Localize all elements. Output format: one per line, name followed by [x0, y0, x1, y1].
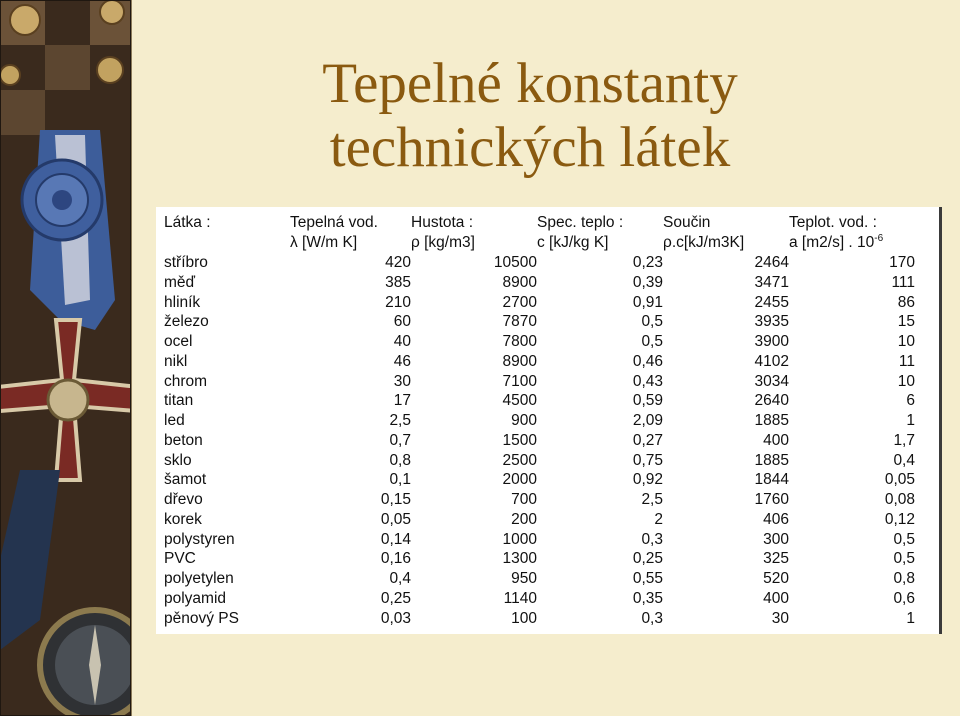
- cell-conductivity: 17: [393, 392, 411, 410]
- cell-diffusivity: 11: [898, 352, 915, 370]
- cell-conductivity: 0,14: [380, 530, 411, 548]
- cell-conductivity: 0,7: [389, 431, 411, 449]
- cell-density: 100: [511, 609, 537, 627]
- medal-and-compass-image: [0, 0, 132, 716]
- header-unit-specific-heat: c [kJ/kg K]: [537, 234, 609, 251]
- cell-density: 7800: [502, 333, 537, 350]
- cell-specific-heat: 0,46: [632, 352, 663, 370]
- table-row: [164, 569, 915, 589]
- table-row: [164, 293, 915, 313]
- cell-diffusivity: 6: [906, 392, 915, 410]
- cell-specific-heat: 0,5: [641, 333, 663, 350]
- cell-product: 3900: [754, 333, 789, 350]
- table-row: [164, 253, 915, 273]
- cell-diffusivity: 111: [891, 273, 915, 291]
- cell-specific-heat: 0,55: [632, 570, 663, 587]
- cell-density: 700: [511, 491, 537, 508]
- header-substance: Látka :: [164, 214, 211, 231]
- table-row: [164, 372, 915, 392]
- table-row: [164, 510, 915, 530]
- cell-product: 400: [763, 589, 789, 607]
- cell-conductivity: 30: [393, 372, 411, 390]
- cell-density: 1140: [503, 589, 537, 607]
- header-density: Hustota :: [411, 214, 474, 231]
- cell-product: 400: [763, 431, 789, 449]
- cell-substance: polystyren: [164, 530, 235, 548]
- cell-substance: pěnový PS: [164, 609, 239, 627]
- cell-conductivity: 0,05: [380, 510, 411, 528]
- cell-density: 2000: [502, 471, 537, 489]
- cell-substance: dřevo: [164, 491, 203, 508]
- cell-diffusivity: 0,4: [893, 451, 915, 469]
- cell-density: 4500: [502, 392, 537, 410]
- cell-product: 2640: [754, 392, 789, 410]
- cell-diffusivity: 10: [897, 372, 915, 390]
- table-row: [164, 470, 915, 490]
- cell-product: 3935: [754, 313, 789, 331]
- cell-specific-heat: 2,09: [632, 412, 663, 429]
- cell-density: 1000: [502, 530, 537, 548]
- cell-diffusivity: 0,5: [893, 530, 915, 548]
- cell-product: 406: [763, 510, 789, 528]
- cell-conductivity: 2,5: [389, 412, 411, 429]
- cell-product: 4102: [754, 352, 789, 370]
- cell-specific-heat: 0,35: [632, 589, 663, 607]
- header-diffusivity: Teplot. vod. :: [789, 214, 877, 231]
- header-row-2: [164, 233, 915, 253]
- table-row: [164, 391, 915, 411]
- cell-specific-heat: 0,5: [641, 313, 663, 331]
- cell-conductivity: 0,25: [380, 589, 411, 607]
- cell-density: 2700: [502, 293, 537, 311]
- cell-specific-heat: 0,75: [632, 451, 663, 469]
- cell-diffusivity: 1: [906, 609, 915, 627]
- header-specific-heat: Spec. teplo :: [537, 214, 624, 231]
- header-unit-diffusivity-text: a [m2/s] . 10: [789, 234, 875, 251]
- header-unit-product: ρ.c[kJ/m3K]: [663, 234, 745, 251]
- header-unit-density: ρ [kg/m3]: [411, 234, 475, 251]
- cell-substance: nikl: [164, 352, 188, 370]
- cell-density: 8900: [502, 352, 537, 370]
- table-row: [164, 273, 915, 293]
- table-row: [164, 549, 915, 569]
- cell-substance: stříbro: [164, 254, 208, 271]
- cell-substance: korek: [164, 510, 202, 528]
- cell-diffusivity: 1,7: [893, 431, 915, 449]
- cell-diffusivity: 0,05: [884, 471, 915, 489]
- cell-conductivity: 0,16: [380, 550, 411, 568]
- cell-density: 2500: [502, 451, 537, 469]
- cell-product: 325: [763, 550, 789, 568]
- header-unit-substance: [164, 233, 290, 253]
- table-row: [164, 530, 915, 550]
- table-row: [164, 451, 915, 471]
- cell-density: 1500: [502, 431, 537, 449]
- cell-product: 2464: [754, 254, 789, 271]
- cell-specific-heat: 0,25: [632, 550, 663, 568]
- cell-conductivity: 60: [393, 313, 411, 331]
- cell-specific-heat: 0,91: [632, 293, 663, 311]
- cell-substance: beton: [164, 431, 203, 449]
- cell-substance: sklo: [164, 451, 192, 469]
- cell-product: 30: [771, 609, 789, 627]
- cell-diffusivity: 0,8: [893, 570, 915, 587]
- cell-substance: PVC: [164, 550, 196, 568]
- cell-product: 3471: [754, 273, 789, 291]
- cell-specific-heat: 0,39: [632, 273, 663, 291]
- cell-substance: polyamid: [164, 589, 227, 607]
- header-unit-exponent: -6: [874, 233, 884, 244]
- header-unit-diffusivity: [789, 233, 915, 253]
- cell-product: 300: [763, 530, 789, 548]
- cell-conductivity: 46: [393, 352, 411, 370]
- cell-density: 200: [511, 510, 537, 528]
- cell-substance: chrom: [164, 372, 208, 390]
- cell-conductivity: 0,03: [380, 609, 411, 627]
- cell-product: 1760: [754, 491, 789, 508]
- cell-specific-heat: 2,5: [641, 491, 663, 508]
- cell-conductivity: 385: [385, 273, 411, 291]
- cell-diffusivity: 0,6: [893, 589, 915, 607]
- cell-diffusivity: 170: [889, 254, 915, 271]
- cell-diffusivity: 10: [897, 333, 915, 350]
- table-row: [164, 490, 915, 510]
- cell-substance: železo: [164, 313, 209, 331]
- cell-conductivity: 420: [385, 254, 411, 271]
- cell-specific-heat: 0,3: [641, 609, 663, 627]
- header-row-1: [164, 213, 915, 233]
- cell-density: 7100: [502, 372, 537, 390]
- cell-substance: hliník: [164, 293, 201, 311]
- cell-product: 520: [763, 570, 789, 587]
- cell-density: 1300: [502, 550, 537, 568]
- table-row: [164, 411, 915, 431]
- cell-density: 900: [511, 412, 537, 429]
- decorative-image: [0, 0, 131, 716]
- cell-product: 1885: [754, 451, 789, 469]
- table-row: [164, 609, 915, 629]
- table-row: [164, 589, 915, 609]
- cell-substance: polyetylen: [164, 570, 234, 587]
- cell-conductivity: 0,8: [389, 451, 411, 469]
- cell-specific-heat: 2: [654, 510, 663, 528]
- cell-product: 1844: [754, 471, 789, 489]
- cell-specific-heat: 0,92: [632, 471, 663, 489]
- cell-specific-heat: 0,23: [632, 254, 663, 271]
- cell-product: 1885: [754, 412, 789, 429]
- table-body: [164, 253, 915, 628]
- cell-conductivity: 0,15: [380, 491, 411, 508]
- page-title: [250, 52, 810, 180]
- cell-density: 7870: [502, 313, 537, 331]
- cell-specific-heat: 0,43: [632, 372, 663, 390]
- cell-diffusivity: 0,08: [884, 491, 915, 508]
- cell-diffusivity: 86: [897, 293, 915, 311]
- table-header: [164, 213, 915, 253]
- thermal-constants-table: [164, 213, 915, 628]
- cell-density: 950: [511, 570, 537, 587]
- cell-conductivity: 210: [385, 293, 411, 311]
- table-row: [164, 332, 915, 352]
- cell-product: 3034: [754, 372, 789, 390]
- cell-substance: titan: [164, 392, 194, 410]
- cell-diffusivity: 1: [906, 412, 915, 429]
- title-line-1: Tepelné konstanty: [322, 52, 738, 115]
- table-row: [164, 431, 915, 451]
- cell-substance: ocel: [164, 333, 193, 350]
- cell-diffusivity: 0,12: [884, 510, 915, 528]
- cell-product: 2455: [754, 293, 789, 311]
- cell-specific-heat: 0,27: [632, 431, 663, 449]
- cell-diffusivity: 0,5: [893, 550, 915, 568]
- header-unit-conductivity: λ [W/m K]: [290, 234, 358, 251]
- table-row: [164, 352, 915, 372]
- cell-conductivity: 0,1: [389, 471, 411, 489]
- title-line-2: technických látek: [329, 116, 731, 179]
- cell-substance: měď: [164, 273, 196, 291]
- cell-specific-heat: 0,59: [632, 392, 663, 410]
- cell-density: 8900: [502, 273, 537, 291]
- header-product: Součin: [663, 214, 711, 231]
- cell-substance: led: [164, 412, 185, 429]
- cell-conductivity: 0,4: [389, 570, 411, 587]
- cell-specific-heat: 0,3: [641, 530, 663, 548]
- cell-conductivity: 40: [393, 333, 411, 350]
- cell-substance: šamot: [164, 471, 207, 489]
- table-row: [164, 312, 915, 332]
- cell-diffusivity: 15: [897, 313, 915, 331]
- header-conductivity: Tepelná vod.: [290, 214, 378, 231]
- thermal-constants-table-panel: [156, 207, 942, 634]
- cell-density: 10500: [493, 254, 537, 271]
